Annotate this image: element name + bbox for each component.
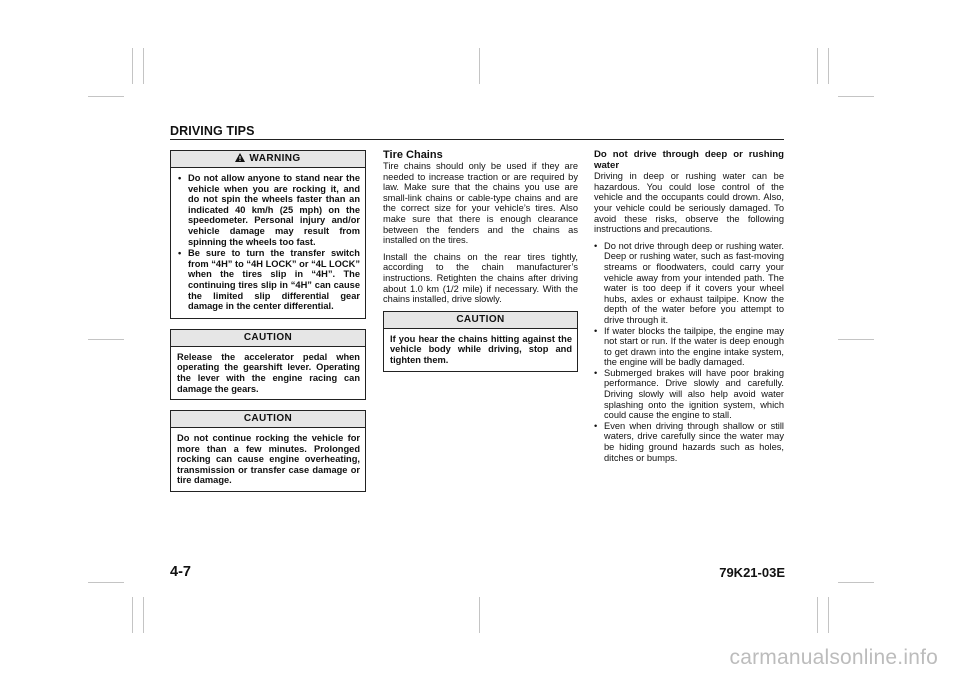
crop-mark (479, 597, 480, 633)
caution-heading: CAUTION (171, 411, 365, 428)
deep-water-item: • Submerged brakes will have poor braking performance. Drive slowly and carefully. Driving slowly will also help avoid water splashing onto the ignition system, which could cause the engine to stall. (594, 368, 784, 421)
crop-mark (88, 582, 124, 583)
warning-item: • Do not allow anyone to stand near the vehicle when you are rocking it, and do not spin the wheels faster than an indicated 40 km/h (25 mph) on the speedometer. Personal injury and/or vehicle damage may result from spinning the wheels too fast. (177, 173, 360, 247)
caution-text: Release the accelerator pedal when operating the gearshift lever. Operating the lever with the engine racing can damage the gears. (177, 351, 360, 394)
document-code: 79K21-03E (719, 565, 785, 580)
deep-water-item: • If water blocks the tailpipe, the engine may not start or run. If the water is deep enough to get drawn into the engine intake system, the engine will be badly damaged. (594, 326, 784, 368)
deep-water-intro: Driving in deep or rushing water can be hazardous. You could lose control of the vehicle and the occupants could drown. Also, your vehicle could be seriously damaged. To avoid these risks, observe the following instructions and precautions. (594, 171, 784, 235)
caution-heading: CAUTION (171, 330, 365, 347)
warning-item: • Be sure to turn the transfer switch from “4H” to “4H LOCK” or “4L LOCK” when the tires slip in “4H”. The continuing tires slip in “4H” can cause the limited slip differential gear damage in the center differential. (177, 248, 360, 312)
caution-box-rocking (170, 410, 366, 492)
section-header: DRIVING TIPS (170, 124, 255, 138)
crop-mark (88, 96, 124, 97)
crop-mark (88, 339, 124, 340)
crop-mark (838, 339, 874, 340)
tire-chains-paragraph: Tire chains should only be used if they are needed to increase traction or are required by law. Make sure that the chains you use are small-link chains or cable-type chains and are the correct size for your vehicle’s tires. Also make sure that there is enough clearance between the fenders and the chains as installed on the tires. (383, 161, 578, 246)
deep-water-list (594, 241, 784, 463)
deep-water-title: Do not drive through deep or rushing water (594, 149, 784, 171)
warning-heading-text: WARNING (249, 153, 301, 164)
left-column (170, 150, 366, 502)
warning-box-body (171, 168, 365, 318)
crop-mark (838, 582, 874, 583)
caution-text: If you hear the chains hitting against the vehicle body while driving, stop and tighten them. (390, 333, 572, 365)
caution-heading: CAUTION (384, 312, 577, 329)
crop-mark (817, 48, 818, 84)
tire-chains-paragraph: Install the chains on the rear tires tightly, according to the chain manufacturer’s instructions. Retighten the chains after driving about 1.0 km (1/2 mile) if necessary. With the chains installed, drive slowly. (383, 251, 578, 305)
right-column (594, 150, 784, 467)
deep-water-item: • Do not drive through deep or rushing water. Deep or rushing water, such as fast-moving streams or floodwaters, could carry your vehicle away from your intended path. The water is too deep if it covers your wheel hubs, axles or exhaust tailpipe. Know the depth of the water before you attempt to drive through it. (594, 241, 784, 326)
caution-box-chains (383, 311, 578, 372)
warning-triangle-icon (235, 152, 245, 168)
caution-text: Do not continue rocking the vehicle for more than a few minutes. Prolonged rocking can cause engine overheating, transmission or transfer case damage or tire damage. (177, 433, 360, 486)
crop-mark (143, 48, 144, 84)
crop-mark (479, 48, 480, 84)
crop-mark (828, 597, 829, 633)
page-number: 4-7 (170, 564, 191, 580)
crop-mark (143, 597, 144, 633)
crop-mark (132, 48, 133, 84)
warning-box-heading (171, 151, 365, 168)
crop-mark (838, 96, 874, 97)
crop-mark (132, 597, 133, 633)
warning-list (177, 173, 360, 312)
deep-water-item: • Even when driving through shallow or still waters, drive carefully since the water may be hiding ground hazards such as holes, ditches or bumps. (594, 421, 784, 463)
warning-box (170, 150, 366, 319)
watermark: carmanualsonline.info (729, 646, 938, 669)
tire-chains-title: Tire Chains (383, 149, 443, 161)
header-rule (170, 139, 784, 140)
caution-box-gearshift (170, 329, 366, 400)
crop-mark (817, 597, 818, 633)
crop-mark (828, 48, 829, 84)
middle-column (383, 150, 578, 382)
